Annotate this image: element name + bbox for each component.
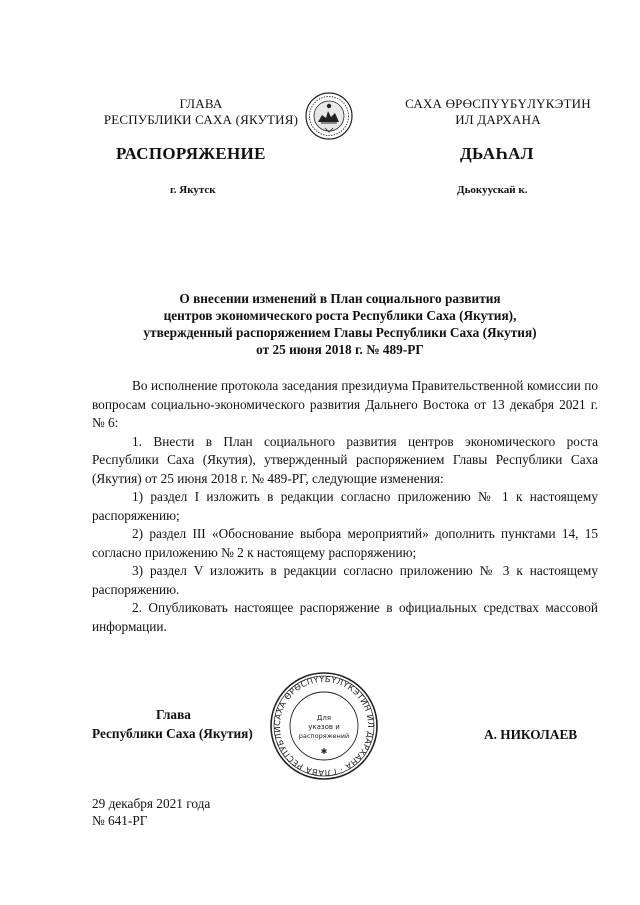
issuer-right-line1: САХА ӨРӨСПҮҮБҮЛҮКЭТИН	[405, 96, 591, 111]
subject-line: центров экономического роста Республики Саха (Якутия),	[163, 308, 517, 323]
document-footer	[92, 795, 210, 829]
subject-line: от 25 июня 2018 г. № 489-РГ	[256, 342, 424, 357]
city-left: г. Якутск	[170, 184, 216, 196]
signatory-position	[92, 707, 292, 742]
document-body	[92, 377, 598, 636]
body-paragraph: 2) раздел III «Обоснование выбора мероприятий» дополнить пунктами 14, 15 согласно приложению № 2 к настоящему распоряжению;	[92, 526, 598, 560]
signatory-position-line1: Глава	[156, 707, 191, 722]
body-paragraph: 1. Внести в План социального развития центров экономического роста Республики Саха (Якутия), утвержденный распоряжением Главы Республики Саха (Якутия) от 25 июня 2018 г. № 489-РГ, следующие изменения:	[92, 433, 598, 486]
issuer-left-line1: ГЛАВА	[179, 96, 223, 111]
body-paragraph: 2. Опубликовать настоящее распоряжение в официальных средствах массовой информации.	[92, 600, 598, 634]
subject-line: О внесении изменений в План социального развития	[179, 291, 501, 306]
issuer-left-line2: РЕСПУБЛИКИ САХА (ЯКУТИЯ)	[103, 112, 299, 127]
body-paragraph: Во исполнение протокола заседания президиума Правительственной комиссии по вопросам социально-экономического развития Дальнего Востока от 13 декабря 2021 г. № 6:	[92, 378, 598, 430]
seal-inner-line3: распоряжений	[298, 732, 350, 740]
subject-line: утвержденный распоряжением Главы Республики Саха (Якутия)	[143, 325, 537, 340]
seal-ring-text: САХА ӨРӨСПҮҮБҮЛҮКЭТИН ИЛ ДАРХАНА · ГЛАВА РЕСПУБЛИ	[271, 673, 377, 779]
svg-text:✱: ✱	[320, 747, 328, 756]
document-type-title-sakha: ДЬАҺАЛ	[460, 144, 534, 163]
document-subject	[80, 290, 600, 358]
body-paragraph: 1) раздел I изложить в редакции согласно приложению № 1 к настоящему распоряжению;	[92, 489, 598, 523]
issuer-left	[86, 96, 316, 128]
coat-of-arms-emblem	[304, 88, 354, 144]
signatory-position-line2: Республики Саха (Якутия)	[92, 726, 253, 741]
issuer-right	[378, 96, 618, 128]
issuer-right-line2: ИЛ ДАРХАНА	[455, 112, 541, 127]
official-seal-stamp	[268, 670, 380, 782]
document-number: № 641-РГ	[92, 813, 148, 828]
seal-inner-line1: Для	[316, 714, 332, 722]
signing-date: 29 декабря 2021 года	[92, 796, 211, 811]
signatory-name: А. НИКОЛАЕВ	[484, 727, 578, 742]
body-paragraph: 3) раздел V изложить в редакции согласно приложению № 3 к настоящему распоряжению.	[92, 563, 598, 597]
document-type-title: РАСПОРЯЖЕНИЕ	[116, 144, 266, 163]
seal-inner-line2: указов и	[308, 723, 340, 731]
city-right: Дьокуускай к.	[457, 184, 528, 196]
